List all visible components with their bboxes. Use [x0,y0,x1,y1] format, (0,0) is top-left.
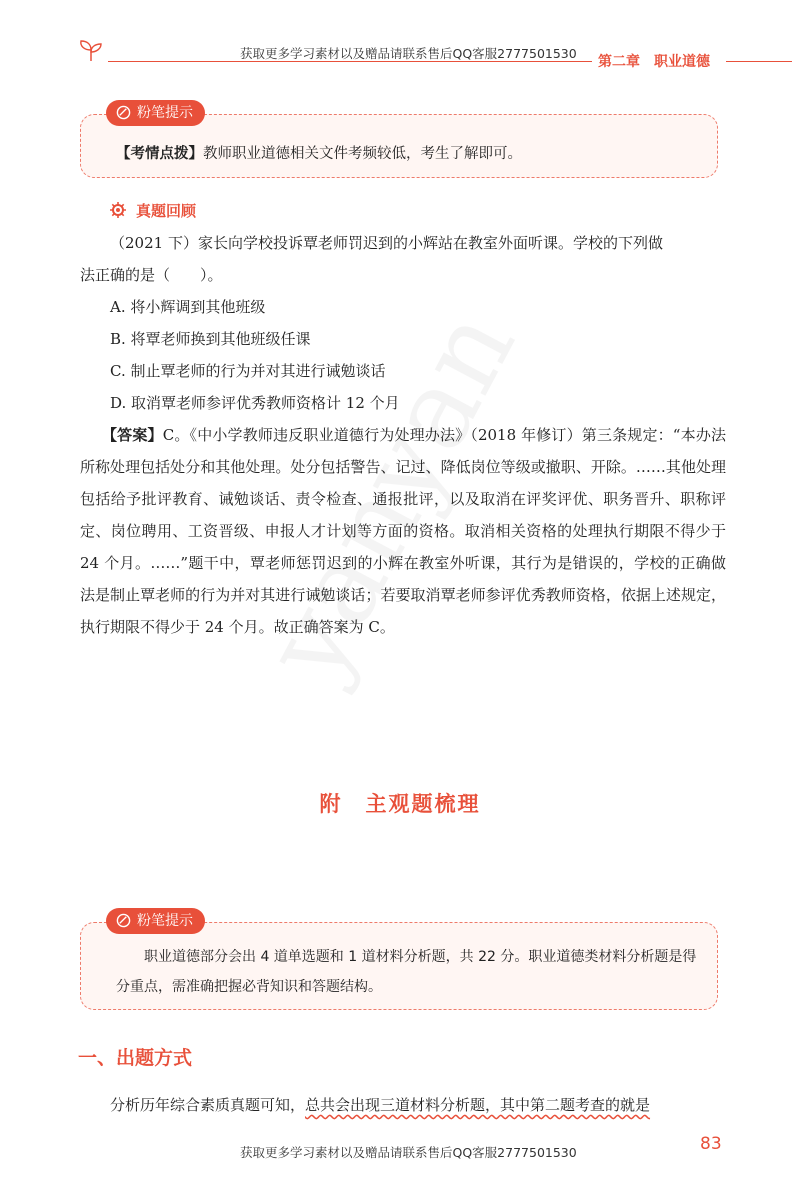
page-number: 83 [700,1134,722,1154]
question-line-1: （2021 下）家长向学校投诉覃老师罚迟到的小辉站在教室外面听课。学校的下列做 [110,234,663,252]
answer-paragraph [80,419,726,643]
option-b: B. 将覃老师换到其他班级任课 [110,330,311,348]
tip-tag-2 [106,908,205,934]
gear-icon [110,202,126,218]
option-c: C. 制止覃老师的行为并对其进行诫勉谈话 [110,362,386,380]
section-text [110,1089,650,1121]
chalk-icon [116,913,131,928]
tip-text-2: 职业道德部分会出 4 道单选题和 1 道材料分析题，共 22 分。职业道德类材料分析题是得分重点，需准确把握必背知识和答题结构。 [116,949,697,995]
section-text-plain: 分析历年综合素质真题可知， [110,1096,306,1114]
header-watermark: 获取更多学习素材以及赠品请联系售后QQ客服2777501530 [240,46,577,61]
answer-text: C。《中小学教师违反职业道德行为处理办法》（2018 年修订）第三条规定：“本办法所称处理包括处分和其他处理。处分包括警告、记过、降低岗位等级或撤职、开除。……其他处理包括给予批评教育、诫勉谈话、责令检查、通报批评，以及取消在评奖评优、职务晋升、职称评定、岗位聘用、工资晋级、申报人才计划等方面的资格。取消相关资格的处理执行期限不得少于 24 个月。……”题干中，覃老师惩罚迟到的小辉在教室外听课，其行为是错误的，学校的正确做法是制止覃老师的行为并对其进行诫勉谈话；若要取消覃老师参评优秀教师资格，依据上述规定，执行期限不得少于 24 个月。故正确答案为 C。 [80,426,726,636]
tip-tag [106,100,205,126]
tip-text [116,139,706,169]
appendix-title: 附 主观题梳理 [319,792,481,816]
tip-label: 【考情点拨】 [116,145,203,162]
option-a: A. 将小辉调到其他班级 [110,298,266,316]
question-line-2: 法正确的是（ ）。 [80,266,223,284]
tip-tag-label-2: 粉笔提示 [137,913,193,929]
chalk-icon [116,105,131,120]
section-heading: 一、出题方式 [78,1047,193,1069]
tip-content: 教师职业道德相关文件考频较低，考生了解即可。 [203,146,522,162]
chapter-title: 第二章 职业道德 [598,54,710,70]
section-text-emphasis: 总共会出现三道材料分析题，其中第二题考查的就是 [305,1096,651,1114]
tip-tag-label: 粉笔提示 [137,105,193,121]
sprout-icon [78,38,104,62]
header-rule-right [726,61,792,62]
option-d: D. 取消覃老师参评优秀教师资格计 12 个月 [110,394,400,412]
answer-label: 【答案】 [102,426,163,444]
review-heading: 真题回顾 [136,202,197,220]
footer-watermark: 获取更多学习素材以及赠品请联系售后QQ客服2777501530 [240,1145,577,1160]
